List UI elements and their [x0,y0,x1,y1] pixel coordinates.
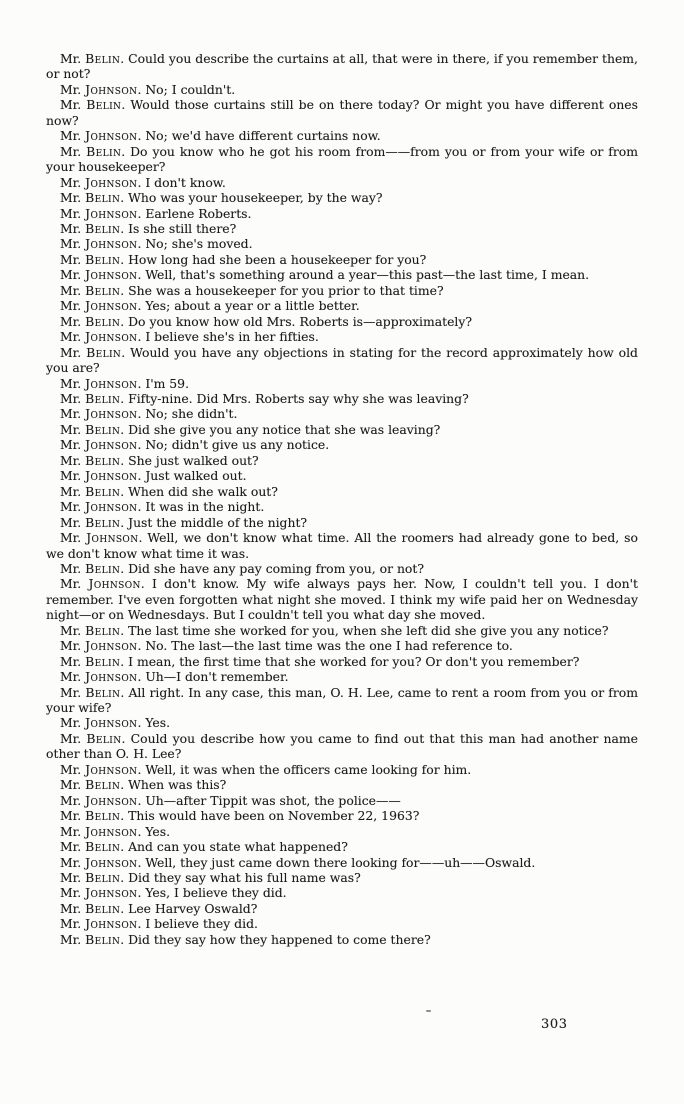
dialogue-paragraph [46,51,638,82]
dialogue-paragraph [46,623,638,638]
dialogue-text: . Fifty-nine. Did Mrs. Roberts say why she was leaving? [120,390,469,406]
dialogue-paragraph [46,236,638,251]
speaker-name: Johnson [85,823,138,839]
dialogue-text: . Well, they just came down there looking for——uh——Oswald. [137,854,536,870]
speaker-name: Johnson [85,792,138,808]
dialogue-text: . Well, that's something around a year—this past—the last time, I mean. [137,267,590,283]
speaker-name: Belin [85,282,121,298]
speaker-name: Belin [85,514,121,530]
dialogue-text: . Did they say what his full name was? [120,870,361,886]
speaker-prefix: Mr. [60,452,86,468]
dialogue-paragraph [46,329,638,344]
speaker-prefix: Mr. [60,483,86,499]
dialogue-paragraph [46,468,638,483]
dialogue-text: . Would those curtains still be on there today? Or might you have different ones now? [46,97,638,128]
dialogue-paragraph [46,190,638,205]
dialogue-paragraph [46,561,638,576]
speaker-prefix: Mr. [60,499,86,515]
speaker-prefix: Mr. [60,437,86,453]
dialogue-text: . Well, we don't know what time. All the roomers had already gone to bed, so we don't know what time it was. [46,530,638,561]
dialogue-paragraph [46,345,638,376]
dialogue-text: . All right. In any case, this man, O. H. Lee, came to rent a room from you or from your wife? [46,684,638,716]
transcript-body [46,51,638,947]
speaker-name: Belin [85,900,121,916]
dialogue-text: . Is she still there? [120,220,237,236]
speaker-name: Johnson [85,669,138,685]
dialogue-paragraph [46,824,638,839]
speaker-name: Johnson [85,715,138,731]
speaker-prefix: Mr. [60,653,86,669]
speaker-name: Johnson [85,267,138,283]
dialogue-text: . No; I couldn't. [137,81,236,97]
dialogue-text: . Could you describe how you came to find out that this man had another name other than O. H. Lee? [46,730,638,762]
speaker-name: Belin [85,220,121,236]
speaker-prefix: Mr. [60,792,86,808]
speaker-prefix: Mr. [60,81,86,97]
dialogue-text: . I don't know. [137,174,226,190]
speaker-name: Johnson [85,329,138,345]
speaker-name: Belin [85,483,121,499]
speaker-prefix: Mr. [60,143,87,159]
dialogue-paragraph [46,144,638,175]
speaker-prefix: Mr. [60,267,86,283]
speaker-name: Belin [85,839,121,855]
speaker-prefix: Mr. [60,128,86,144]
dialogue-paragraph [46,406,638,421]
speaker-prefix: Mr. [60,190,86,206]
dialogue-paragraph [46,576,638,622]
dialogue-text: . Who was your housekeeper, by the way? [120,190,383,206]
speaker-name: Johnson [85,885,138,901]
dialogue-text: . Just walked out. [137,468,247,484]
dialogue-paragraph [46,839,638,854]
speaker-name: Belin [85,622,121,638]
speaker-prefix: Mr. [60,823,86,839]
dialogue-text: . Well, it was when the officers came looking for him. [137,761,472,777]
dialogue-paragraph [46,422,638,437]
speaker-prefix: Mr. [60,761,86,777]
dialogue-text: . Uh—after Tippit was shot, the police—— [137,792,401,808]
dialogue-text: . Earlene Roberts. [137,205,252,221]
speaker-prefix: Mr. [60,638,86,654]
dialogue-text: . And can you state what happened? [120,839,348,855]
speaker-prefix: Mr. [60,97,87,113]
dialogue-paragraph [46,731,638,762]
dialogue-paragraph [46,638,638,653]
speaker-prefix: Mr. [60,854,86,870]
dialogue-paragraph [46,298,638,313]
dialogue-text: . No. The last—the last time was the one I had reference to. [137,638,513,654]
speaker-name: Belin [85,684,121,700]
dialogue-paragraph [46,391,638,406]
dialogue-text: . Do you know how old Mrs. Roberts is—approximately? [120,313,473,329]
dialogue-paragraph [46,206,638,221]
dialogue-text: . No; she's moved. [137,236,253,252]
speaker-prefix: Mr. [60,220,86,236]
speaker-name: Belin [85,51,121,66]
dialogue-text: . Yes; about a year or a little better. [137,298,360,314]
speaker-name: Belin [85,251,121,267]
dialogue-paragraph [46,453,638,468]
speaker-name: Belin [85,452,121,468]
speaker-name: Johnson [85,375,138,391]
speaker-prefix: Mr. [60,174,86,190]
speaker-name: Belin [85,653,121,669]
speaker-prefix: Mr. [60,885,86,901]
dialogue-text: . Could you describe the curtains at all, that were in there, if you remember them, or not? [46,51,638,82]
dialogue-paragraph [46,267,638,282]
dialogue-text: . Yes. [137,715,171,731]
speaker-prefix: Mr. [60,560,86,576]
speaker-name: Johnson [85,205,138,221]
speaker-prefix: Mr. [60,622,86,638]
dialogue-paragraph [46,715,638,730]
dialogue-text: . This would have been on November 22, 1963? [120,808,420,824]
dialogue-paragraph [46,128,638,143]
dialogue-paragraph [46,314,638,329]
speaker-prefix: Mr. [60,931,86,947]
dialogue-paragraph [46,499,638,514]
dialogue-text: . How long had she been a housekeeper for you? [120,251,427,267]
scan-artifact-mark [426,1010,431,1012]
dialogue-text: . I believe she's in her fifties. [137,329,319,345]
speaker-name: Johnson [85,81,138,97]
speaker-prefix: Mr. [60,375,86,391]
dialogue-paragraph [46,221,638,236]
dialogue-text: . Did she give you any notice that she was leaving? [120,421,441,437]
speaker-prefix: Mr. [60,777,86,793]
speaker-prefix: Mr. [60,51,86,66]
speaker-name: Belin [85,808,121,824]
speaker-prefix: Mr. [60,900,86,916]
dialogue-text: . It was in the night. [137,499,265,515]
dialogue-text: . Yes, I believe they did. [137,885,287,901]
dialogue-paragraph [46,175,638,190]
dialogue-text: . Did they say how they happened to come there? [120,931,431,947]
speaker-name: Belin [86,730,122,746]
dialogue-text: . The last time she worked for you, when she left did she give you any notice? [120,622,609,638]
dialogue-paragraph [46,685,638,716]
dialogue-paragraph [46,916,638,931]
dialogue-paragraph [46,530,638,561]
speaker-prefix: Mr. [60,514,86,530]
speaker-name: Belin [86,143,122,159]
speaker-prefix: Mr. [60,576,89,592]
dialogue-text: . Would you have any objections in stating for the record approximately how old you are? [46,344,638,376]
speaker-prefix: Mr. [60,329,86,345]
speaker-name: Belin [86,344,122,360]
dialogue-text: . When was this? [120,777,227,793]
dialogue-paragraph [46,437,638,452]
dialogue-text: . Lee Harvey Oswald? [120,900,258,916]
dialogue-text: . I mean, the first time that she worked for you? Or don't you remember? [120,653,580,669]
speaker-prefix: Mr. [60,236,86,252]
speaker-prefix: Mr. [60,205,86,221]
dialogue-text: . I don't know. My wife always pays her. Now, I couldn't tell you. I don't remember. I've even forgotten what night she moved. I think my wife paid her on Wednesday night—or on Wednesdays. But I couldn't tell you what day she moved. [46,576,638,623]
speaker-name: Johnson [85,128,138,144]
dialogue-text: . Do you know who he got his room from——from you or from your wife or from your housekeeper? [46,143,638,175]
dialogue-paragraph [46,793,638,808]
speaker-name: Johnson [85,437,138,453]
speaker-name: Johnson [85,854,138,870]
speaker-name: Johnson [85,468,138,484]
dialogue-text: . No; she didn't. [137,406,238,422]
dialogue-paragraph [46,885,638,900]
dialogue-paragraph [46,515,638,530]
speaker-prefix: Mr. [60,313,86,329]
page-number: 303 [541,1017,568,1032]
dialogue-paragraph [46,376,638,391]
dialogue-text: . Just the middle of the night? [120,514,308,530]
dialogue-paragraph [46,762,638,777]
speaker-prefix: Mr. [60,421,86,437]
speaker-name: Belin [85,390,121,406]
speaker-name: Belin [85,190,121,206]
speaker-prefix: Mr. [60,282,86,298]
speaker-name: Johnson [86,530,139,546]
speaker-prefix: Mr. [60,808,86,824]
speaker-name: Johnson [85,916,138,932]
speaker-prefix: Mr. [60,406,86,422]
dialogue-paragraph [46,855,638,870]
dialogue-paragraph [46,97,638,128]
dialogue-paragraph [46,932,638,947]
dialogue-text: . No; we'd have different curtains now. [137,128,381,144]
speaker-name: Belin [85,313,121,329]
speaker-name: Johnson [85,236,138,252]
speaker-name: Johnson [85,174,138,190]
speaker-name: Johnson [85,406,138,422]
speaker-name: Belin [85,777,121,793]
speaker-prefix: Mr. [60,916,86,932]
dialogue-paragraph [46,654,638,669]
dialogue-paragraph [46,808,638,823]
speaker-prefix: Mr. [60,715,86,731]
speaker-name: Belin [85,870,121,886]
speaker-prefix: Mr. [60,669,86,685]
speaker-prefix: Mr. [60,251,86,267]
speaker-prefix: Mr. [60,344,87,360]
dialogue-text: . Yes. [137,823,171,839]
speaker-name: Belin [86,97,122,113]
speaker-prefix: Mr. [60,839,86,855]
dialogue-text: . She just walked out? [120,452,259,468]
speaker-name: Johnson [85,298,138,314]
speaker-prefix: Mr. [60,870,86,886]
dialogue-text: . Uh—I don't remember. [137,669,289,685]
speaker-name: Belin [85,421,121,437]
dialogue-paragraph [46,283,638,298]
dialogue-text: . She was a housekeeper for you prior to that time? [120,282,444,298]
dialogue-paragraph [46,777,638,792]
speaker-prefix: Mr. [60,468,86,484]
dialogue-text: . I'm 59. [137,375,190,391]
dialogue-text: . Did she have any pay coming from you, or not? [120,560,425,576]
speaker-prefix: Mr. [60,684,86,700]
dialogue-paragraph [46,252,638,267]
dialogue-text: . When did she walk out? [120,483,278,499]
dialogue-text: . No; didn't give us any notice. [137,437,330,453]
dialogue-paragraph [46,669,638,684]
speaker-prefix: Mr. [60,298,86,314]
dialogue-paragraph [46,901,638,916]
speaker-name: Belin [85,560,121,576]
speaker-prefix: Mr. [60,730,87,746]
dialogue-paragraph [46,82,638,97]
speaker-name: Johnson [88,576,141,592]
dialogue-paragraph [46,484,638,499]
speaker-prefix: Mr. [60,390,86,406]
speaker-name: Johnson [85,638,138,654]
speaker-prefix: Mr. [60,530,87,546]
speaker-name: Johnson [85,761,138,777]
dialogue-paragraph [46,870,638,885]
dialogue-text: . I believe they did. [137,916,258,932]
speaker-name: Johnson [85,499,138,515]
speaker-name: Belin [85,931,121,947]
